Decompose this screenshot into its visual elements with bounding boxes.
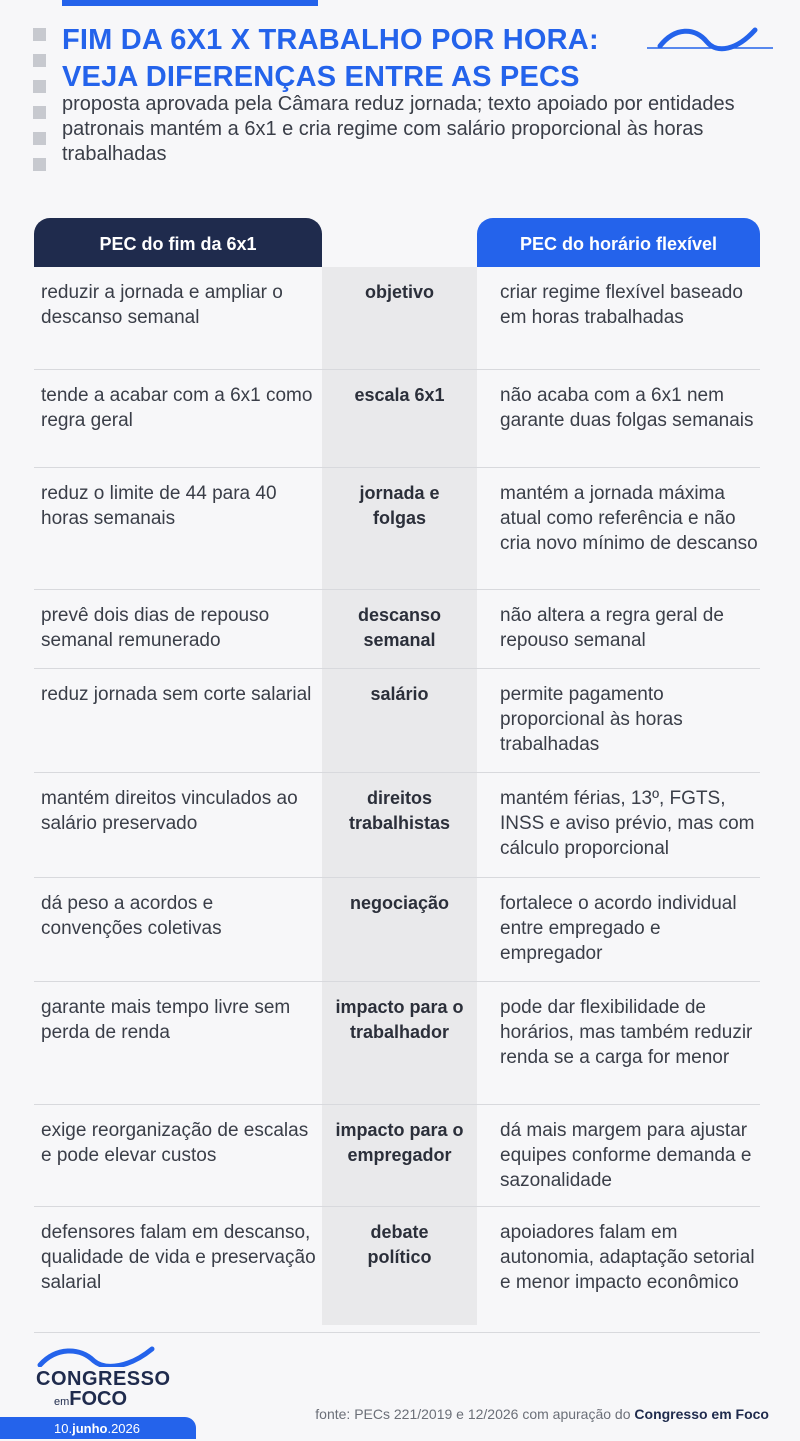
source-organization: Congresso em Foco [634,1406,769,1422]
source-prefix: fonte: PECs 221/2019 e 12/2026 com apuração do [315,1406,635,1422]
logo-wordmark-bottom [36,1389,166,1412]
left-column-header: PEC do fim da 6x1 [34,218,322,267]
topic-cell: jornada e folgas [359,483,440,528]
wave-logo-icon [36,1345,156,1367]
right-cell: criar regime flexível baseado em horas trabalhadas [500,282,743,328]
left-cell: defensores falam em descanso, qualidade de vida e preservação salarial [41,1222,316,1293]
left-cell: garante mais tempo livre sem perda de renda [41,997,291,1043]
left-cell: mantém direitos vinculados ao salário preservado [41,788,298,834]
right-cell: mantém férias, 13º, FGTS, INSS e aviso prévio, mas com cálculo proporcional [500,788,755,859]
page-subtitle: proposta aprovada pela Câmara reduz jornada; texto apoiado por entidades patronais mantém a 6x1 e cria regime com salário proporcional às horas trabalhadas [62,93,735,165]
topic-cell: escala 6x1 [354,385,445,405]
right-cell: não acaba com a 6x1 nem garante duas folgas semanais [500,385,754,431]
logo-wordmark-em: em [54,1396,70,1408]
topic-cell: direitos trabalhistas [348,788,451,833]
table-row [34,590,760,669]
logo-wordmark-foco: FOCO [69,1388,128,1410]
left-cell: dá peso a acordos e convenções coletivas [41,893,222,939]
table-row [34,669,760,773]
table-row [34,370,760,468]
wave-logo-icon [645,22,775,52]
date-badge [0,1417,196,1439]
topic-cell: impacto para o empregador [335,1120,464,1165]
page-title [62,22,662,96]
date-day: 10. [54,1421,73,1436]
topic-cell: objetivo [364,282,434,302]
left-cell: reduz jornada sem corte salarial [41,684,312,705]
topic-cell: salário [370,684,429,704]
right-cell: dá mais margem para ajustar equipes conforme demanda e sazonalidade [500,1120,752,1191]
logo-wordmark-top: CONGRESSO [36,1368,171,1390]
top-accent-bar [62,0,318,6]
right-cell: apoiadores falam em autonomia, adaptação setorial e menor impacto econômico [500,1222,755,1293]
right-column-header: PEC do horário flexível [477,218,760,267]
date-year: .2026 [107,1421,141,1436]
table-row [34,1207,760,1333]
left-cell: exige reorganização de escalas e pode elevar custos [41,1120,309,1166]
table-row [34,773,760,878]
brand-logo [36,1345,171,1412]
right-cell: permite pagamento proporcional às horas trabalhadas [500,684,683,755]
left-cell: reduz o limite de 44 para 40 horas semanais [41,483,277,529]
table-rows [34,267,760,1333]
right-cell: fortalece o acordo individual entre empregado e empregador [500,893,737,964]
topic-cell: impacto para o trabalhador [335,997,464,1042]
topic-cell: negociação [349,893,450,913]
title-line-1: FIM DA 6X1 X TRABALHO POR HORA: [62,24,599,56]
source-credit [315,1406,769,1422]
left-cell: tende a acabar com a 6x1 como regra geral [41,385,313,431]
table-row [34,267,760,370]
left-cell: prevê dois dias de repouso semanal remunerado [41,605,270,651]
left-cell: reduzir a jornada e ampliar o descanso semanal [41,282,283,328]
table-row [34,982,760,1105]
date-month: junho [72,1421,108,1436]
table-row [34,1105,760,1207]
topic-cell: descanso semanal [357,605,442,650]
title-line-2: VEJA DIFERENÇAS ENTRE AS PECS [62,61,580,93]
decorative-squares [33,28,47,184]
right-cell: pode dar flexibilidade de horários, mas também reduzir renda se a carga for menor [500,997,753,1068]
right-cell: não altera a regra geral de repouso semanal [500,605,724,651]
table-row [34,878,760,982]
table-row [34,468,760,590]
right-cell: mantém a jornada máxima atual como referência e não cria novo mínimo de descanso [500,483,758,554]
topic-cell: debate político [367,1222,432,1267]
